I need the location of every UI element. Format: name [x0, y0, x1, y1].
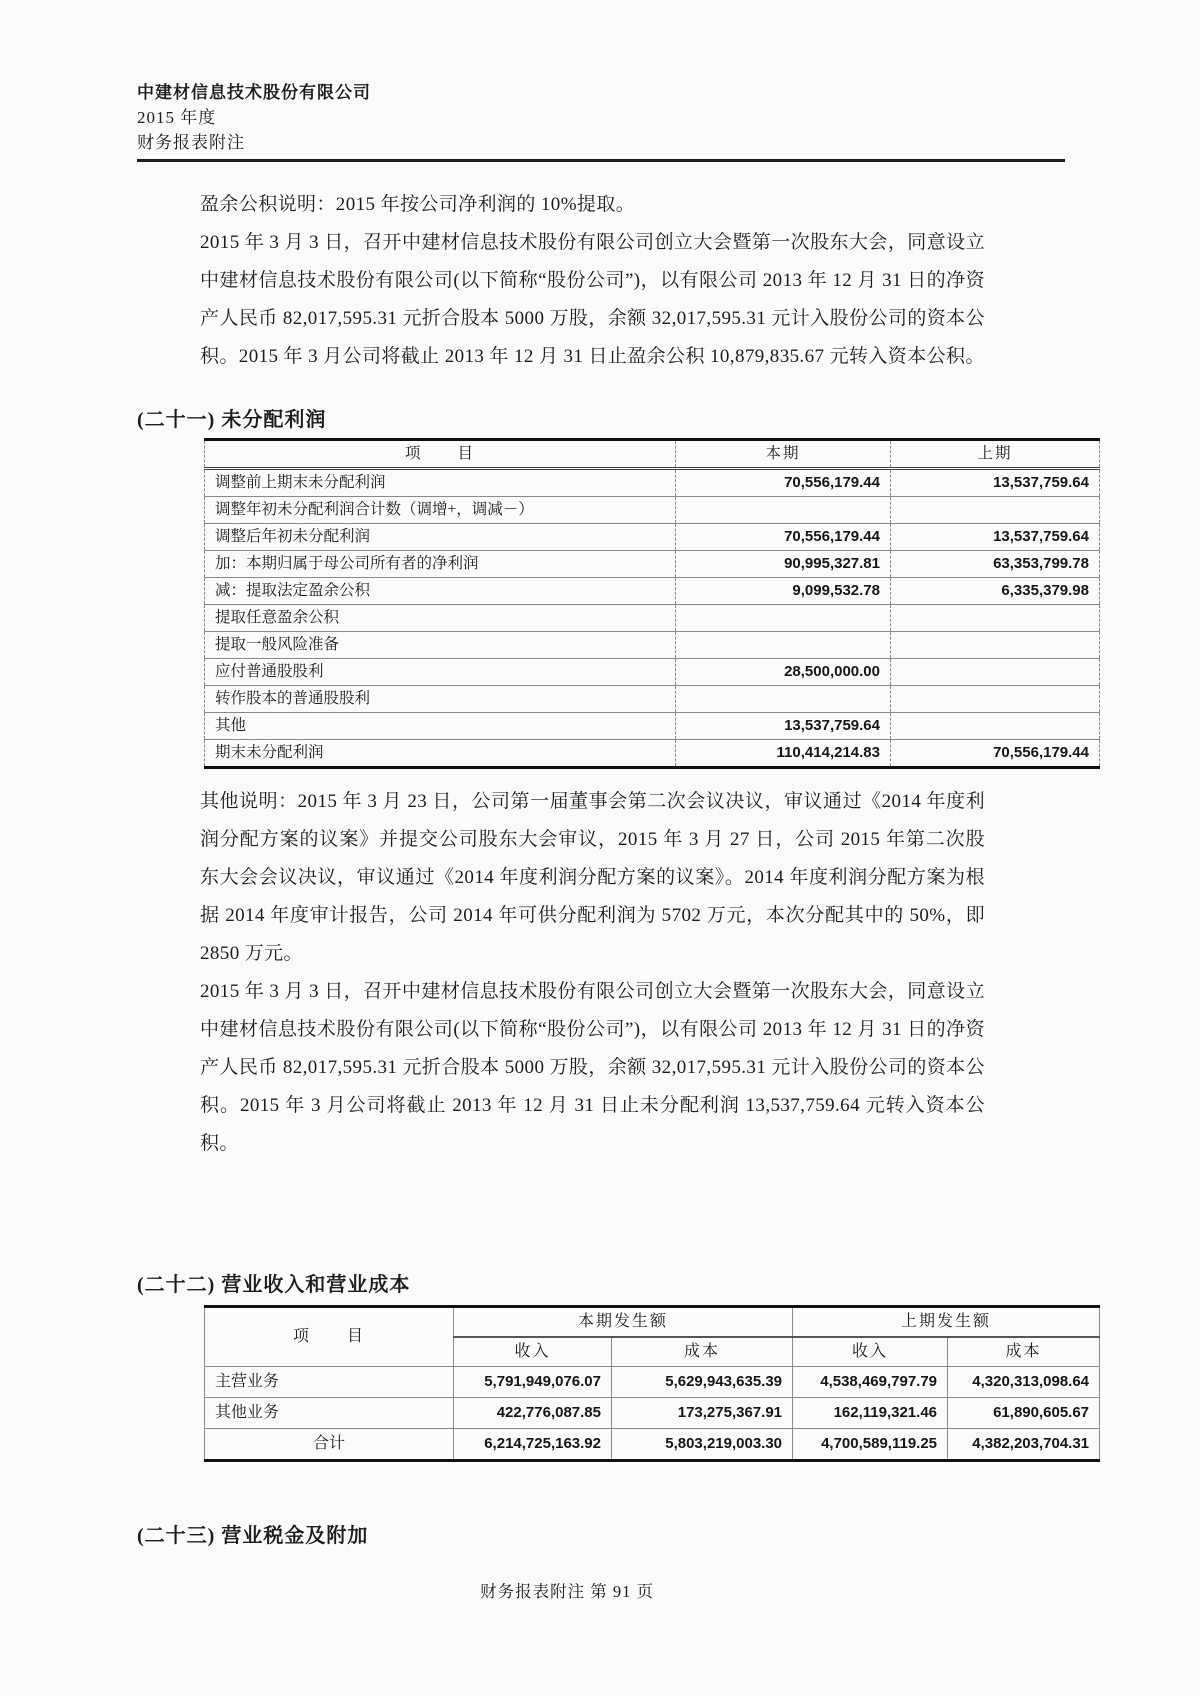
total-current-income: 6,214,725,163.92	[454, 1429, 612, 1461]
table-group-header-row	[205, 1307, 1100, 1338]
paragraph-other-note: 其他说明：2015 年 3 月 23 日，公司第一届董事会第二次会议决议，审议通过《2014 年度利润分配方案的议案》并提交公司股东大会审议，2015 年 3 月 27 日，公司 2015 年第二次股东大会会议决议，审议通过《2014 年度利润分配方案的议案》。2014 年度利润分配方案为根据 2014 年度审计报告，公司 2014 年可供分配利润为 5702 万元，本次分配其中的 50%，即 2850 万元。	[200, 791, 985, 964]
document-type: 财务报表附注	[137, 133, 245, 152]
row-current-value: 90,995,327.81	[676, 551, 891, 578]
header-divider	[137, 159, 1065, 162]
page-footer: 财务报表附注 第 91 页	[480, 1582, 654, 1601]
row-prior-value	[891, 686, 1100, 713]
paragraph-surplus-note: 盈余公积说明：2015 年按公司净利润的 10%提取。	[200, 194, 636, 215]
row-prior-value: 70,556,179.44	[891, 740, 1100, 768]
row-current-value: 13,537,759.64	[676, 713, 891, 740]
row-item-label: 减：提取法定盈余公积	[205, 578, 676, 605]
section-22-heading: (二十二) 营业收入和营业成本	[137, 1274, 411, 1296]
row-current-value: 9,099,532.78	[676, 578, 891, 605]
table-row	[205, 740, 1100, 768]
row-current-value	[676, 605, 891, 632]
total-prior-income: 4,700,589,119.25	[793, 1429, 948, 1461]
intro-paragraphs	[200, 186, 985, 376]
row-current-value	[676, 632, 891, 659]
row-prior-value	[891, 659, 1100, 686]
table-header-row	[205, 440, 1100, 469]
row-prior-value	[891, 632, 1100, 659]
row-current-value: 110,414,214.83	[676, 740, 891, 768]
column-header-current: 本期	[676, 440, 891, 469]
row-item-label: 主营业务	[205, 1367, 454, 1398]
table-row	[205, 659, 1100, 686]
subheader-prior-cost: 成本	[948, 1337, 1100, 1367]
row-item-label: 调整年初未分配利润合计数（调增+，调减－）	[205, 497, 676, 524]
table-row	[205, 578, 1100, 605]
row-item-label: 加：本期归属于母公司所有者的净利润	[205, 551, 676, 578]
row-current-value: 28,500,000.00	[676, 659, 891, 686]
row-prior-value	[891, 605, 1100, 632]
subheader-current-income: 收入	[454, 1337, 612, 1367]
row-prior-value: 63,353,799.78	[891, 551, 1100, 578]
row-current-value	[676, 686, 891, 713]
paragraph-founding-meeting: 2015 年 3 月 3 日，召开中建材信息技术股份有限公司创立大会暨第一次股东大会，同意设立中建材信息技术股份有限公司(以下简称“股份公司”)，以有限公司 2013 年 12 月 31 日的净资产人民币 82,017,595.31 元折合股本 5000 万股，余额 32,017,595.31 元计入股份公司的资本公积。2015 年 3 月公司将截止 2013 年 12 月 31 日止盈余公积 10,879,835.67 元转入资本公积。	[200, 232, 985, 367]
row-prior-value: 6,335,379.98	[891, 578, 1100, 605]
section-21-heading: (二十一) 未分配利润	[137, 409, 327, 431]
group-header-prior-period: 上期发生额	[793, 1307, 1100, 1338]
row-item-label: 应付普通股股利	[205, 659, 676, 686]
company-name: 中建材信息技术股份有限公司	[137, 83, 371, 102]
table-row	[205, 1367, 1100, 1398]
column-header-prior: 上期	[891, 440, 1100, 469]
total-row-label: 合计	[205, 1429, 454, 1461]
row-prior-value: 13,537,759.64	[891, 524, 1100, 551]
row-prior-cost: 61,890,605.67	[948, 1398, 1100, 1429]
row-current-value: 70,556,179.44	[676, 469, 891, 497]
table-row	[205, 686, 1100, 713]
revenue-cost-table	[204, 1305, 1100, 1462]
row-prior-value: 13,537,759.64	[891, 469, 1100, 497]
total-prior-cost: 4,382,203,704.31	[948, 1429, 1100, 1461]
section-21-notes	[200, 783, 985, 1163]
table-row	[205, 605, 1100, 632]
column-header-item: 项 目	[205, 1307, 454, 1367]
row-current-value	[676, 497, 891, 524]
row-prior-value	[891, 713, 1100, 740]
document-header	[137, 80, 1100, 162]
row-prior-income: 4,538,469,797.79	[793, 1367, 948, 1398]
table-row	[205, 469, 1100, 497]
table-row	[205, 1398, 1100, 1429]
column-header-item: 项 目	[205, 440, 676, 469]
row-prior-cost: 4,320,313,098.64	[948, 1367, 1100, 1398]
row-item-label: 调整前上期末未分配利润	[205, 469, 676, 497]
section-23-heading: (二十三) 营业税金及附加	[137, 1525, 369, 1547]
row-current-value: 70,556,179.44	[676, 524, 891, 551]
row-item-label: 提取任意盈余公积	[205, 605, 676, 632]
table-row	[205, 551, 1100, 578]
row-item-label: 调整后年初未分配利润	[205, 524, 676, 551]
row-item-label: 其他	[205, 713, 676, 740]
paragraph-founding-meeting-2: 2015 年 3 月 3 日，召开中建材信息技术股份有限公司创立大会暨第一次股东大会，同意设立中建材信息技术股份有限公司(以下简称“股份公司”)，以有限公司 2013 年 12 月 31 日的净资产人民币 82,017,595.31 元折合股本 5000 万股，余额 32,017,595.31 元计入股份公司的资本公积。2015 年 3 月公司将截止 2013 年 12 月 31 日止未分配利润 13,537,759.64 元转入资本公积。	[200, 981, 985, 1154]
subheader-current-cost: 成本	[612, 1337, 793, 1367]
undistributed-profit-table	[204, 438, 1100, 769]
table-total-row	[205, 1429, 1100, 1461]
row-current-income: 5,791,949,076.07	[454, 1367, 612, 1398]
row-item-label: 其他业务	[205, 1398, 454, 1429]
row-prior-value	[891, 497, 1100, 524]
table-row	[205, 497, 1100, 524]
row-prior-income: 162,119,321.46	[793, 1398, 948, 1429]
group-header-current-period: 本期发生额	[454, 1307, 793, 1338]
row-item-label: 期末未分配利润	[205, 740, 676, 768]
total-current-cost: 5,803,219,003.30	[612, 1429, 793, 1461]
report-year: 2015 年度	[137, 108, 217, 127]
row-current-cost: 173,275,367.91	[612, 1398, 793, 1429]
row-current-income: 422,776,087.85	[454, 1398, 612, 1429]
table-row	[205, 524, 1100, 551]
table-row	[205, 713, 1100, 740]
row-current-cost: 5,629,943,635.39	[612, 1367, 793, 1398]
subheader-prior-income: 收入	[793, 1337, 948, 1367]
row-item-label: 转作股本的普通股股利	[205, 686, 676, 713]
row-item-label: 提取一般风险准备	[205, 632, 676, 659]
table-row	[205, 632, 1100, 659]
